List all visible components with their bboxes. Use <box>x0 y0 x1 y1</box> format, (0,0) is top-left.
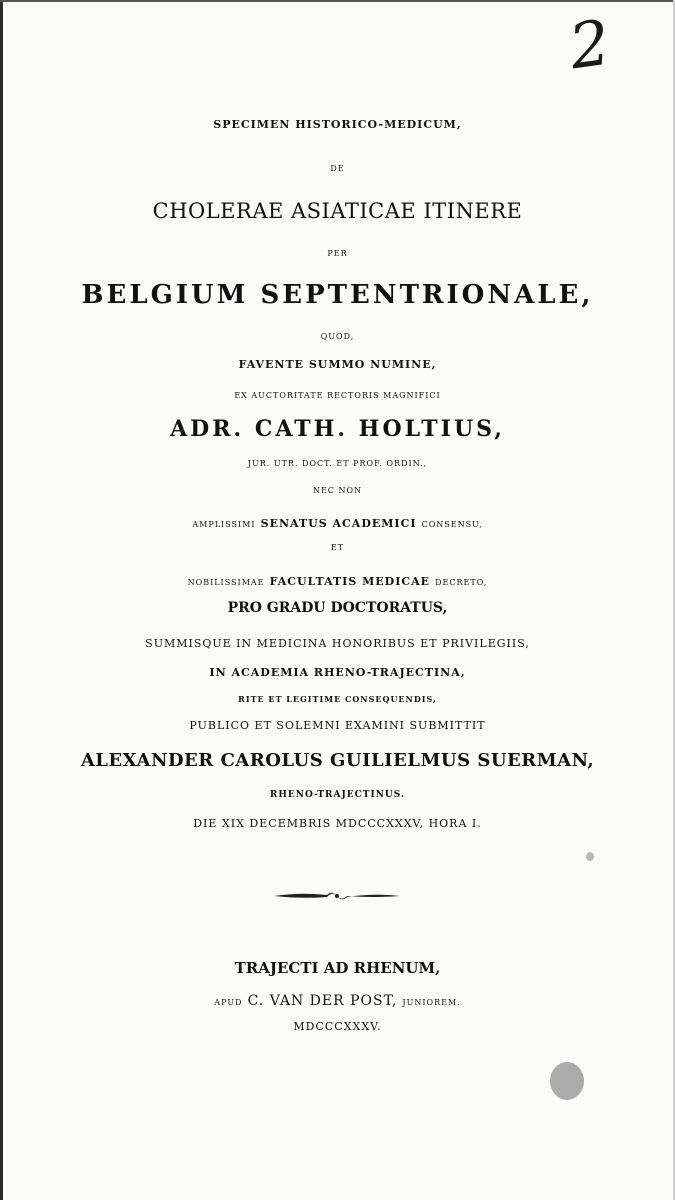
per-line: PER <box>327 249 348 258</box>
academia-line: IN ACADEMIA RHENO-TRAJECTINA, <box>209 666 466 679</box>
imprint-publisher-line <box>0 992 675 1008</box>
scan-edge-top <box>0 0 675 2</box>
auctoritate-line: EX AUCTORITATE RECTORIS MAGNIFICI <box>234 391 441 400</box>
facultatis-line <box>0 572 675 588</box>
honoribus-line: SUMMISQUE IN MEDICINA HONORIBUS ET PRIVILEGIIS, <box>145 637 530 650</box>
date-line: DIE XIX DECEMBRIS MDCCCXXXV, HORA I. <box>193 817 482 830</box>
submittit-line: PUBLICO ET SOLEMNI EXAMINI SUBMITTIT <box>189 719 486 732</box>
senatus-academici-word: SENATUS ACADEMICI <box>260 517 417 530</box>
apud-word: APUD <box>214 998 243 1007</box>
imprint-year: MDCCCXXXV. <box>293 1020 382 1033</box>
favente-line: FAVENTE SUMMO NUMINE, <box>238 358 437 371</box>
senatus-line <box>0 514 675 530</box>
consequendis-line: RITE ET LEGITIME CONSEQUENDIS, <box>238 694 437 704</box>
thesis-title-line1: CHOLERAE ASIATICAE ITINERE <box>152 199 523 223</box>
author-origin: RHENO-TRAJECTINUS. <box>269 790 406 800</box>
juniorem-word: JUNIOREM. <box>402 998 461 1007</box>
consensu-word: CONSENSU, <box>421 520 483 529</box>
imprint-city: TRAJECTI AD RHENUM, <box>234 959 441 977</box>
ornament-rule-icon <box>272 889 402 903</box>
amplissimi-word: AMPLISSIMI <box>192 520 256 529</box>
quod-line: QUOD, <box>320 332 355 341</box>
nec-non-line: NEC NON <box>312 486 363 495</box>
specimen-line: SPECIMEN HISTORICO-MEDICUM, <box>213 118 462 131</box>
ink-speck <box>586 852 594 861</box>
handwritten-page-number: 2 <box>565 5 615 84</box>
rector-name: ADR. CATH. HOLTIUS, <box>170 416 505 442</box>
de-line: DE <box>330 164 345 173</box>
et-line: ET <box>330 543 345 552</box>
facultatis-medicae-word: FACULTATIS MEDICAE <box>269 575 431 588</box>
publisher-name: C. VAN DER POST, <box>247 993 398 1009</box>
decreto-word: DECRETO, <box>435 578 488 587</box>
ink-stain <box>550 1062 584 1100</box>
rector-title: JUR. UTR. DOCT. ET PROF. ORDIN., <box>247 459 428 468</box>
nobilissimae-word: NOBILISSIMAE <box>187 578 265 587</box>
scan-edge-left <box>0 0 3 1200</box>
thesis-title-line2: BELGIUM SEPTENTRIONALE, <box>81 280 594 310</box>
pro-gradu-line: PRO GRADU DOCTORATUS, <box>227 600 448 616</box>
author-name: ALEXANDER CAROLUS GUILIELMUS SUERMAN, <box>80 750 595 771</box>
